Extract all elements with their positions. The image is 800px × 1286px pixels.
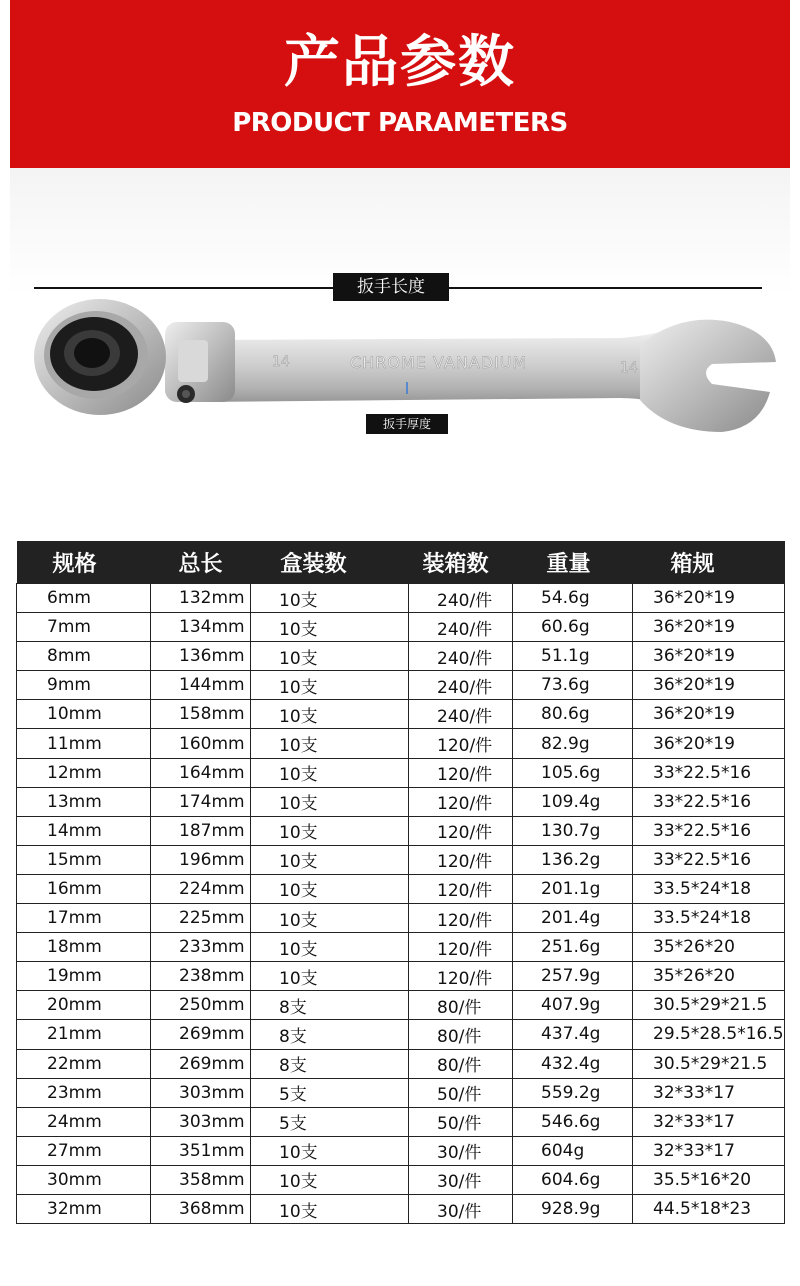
table-row bbox=[17, 845, 785, 874]
cell-weight: 73.6g bbox=[513, 671, 633, 700]
cell-weight: 60.6g bbox=[513, 613, 633, 642]
cell-weight: 437.4g bbox=[513, 1020, 633, 1049]
cell-box-qty: 10支 bbox=[251, 700, 409, 729]
cell-spec: 10mm bbox=[17, 700, 151, 729]
cell-length: 158mm bbox=[151, 700, 251, 729]
cell-length: 196mm bbox=[151, 845, 251, 874]
cell-spec: 20mm bbox=[17, 991, 151, 1020]
cell-spec: 17mm bbox=[17, 904, 151, 933]
cell-box-qty: 8支 bbox=[251, 1020, 409, 1049]
cell-weight: 559.2g bbox=[513, 1078, 633, 1107]
cell-carton-qty: 50/件 bbox=[409, 1078, 513, 1107]
cell-length: 303mm bbox=[151, 1107, 251, 1136]
cell-carton-qty: 120/件 bbox=[409, 962, 513, 991]
cell-carton-qty: 240/件 bbox=[409, 613, 513, 642]
table-row bbox=[17, 613, 785, 642]
cell-carton-qty: 240/件 bbox=[409, 642, 513, 671]
table-row bbox=[17, 816, 785, 845]
cell-spec: 21mm bbox=[17, 1020, 151, 1049]
cell-box-qty: 8支 bbox=[251, 991, 409, 1020]
cell-spec: 11mm bbox=[17, 729, 151, 758]
table-row bbox=[17, 700, 785, 729]
thickness-label: 扳手厚度 bbox=[366, 414, 448, 434]
cell-length: 160mm bbox=[151, 729, 251, 758]
cell-carton-qty: 30/件 bbox=[409, 1165, 513, 1194]
cell-spec: 32mm bbox=[17, 1194, 151, 1223]
cell-carton-qty: 240/件 bbox=[409, 671, 513, 700]
cell-box-qty: 10支 bbox=[251, 729, 409, 758]
cell-carton-size: 36*20*19 bbox=[633, 671, 785, 700]
cell-weight: 257.9g bbox=[513, 962, 633, 991]
cell-spec: 27mm bbox=[17, 1136, 151, 1165]
cell-carton-qty: 50/件 bbox=[409, 1107, 513, 1136]
cell-carton-size: 32*33*17 bbox=[633, 1107, 785, 1136]
table-row bbox=[17, 787, 785, 816]
cell-box-qty: 10支 bbox=[251, 1165, 409, 1194]
cell-weight: 80.6g bbox=[513, 700, 633, 729]
cell-box-qty: 10支 bbox=[251, 933, 409, 962]
cell-length: 269mm bbox=[151, 1049, 251, 1078]
cell-carton-size: 36*20*19 bbox=[633, 584, 785, 613]
header-carton-size: 箱规 bbox=[633, 541, 785, 584]
cell-box-qty: 10支 bbox=[251, 874, 409, 903]
page-subtitle: PRODUCT PARAMETERS bbox=[232, 108, 568, 138]
cell-carton-qty: 80/件 bbox=[409, 991, 513, 1020]
cell-spec: 6mm bbox=[17, 584, 151, 613]
cell-length: 358mm bbox=[151, 1165, 251, 1194]
cell-spec: 22mm bbox=[17, 1049, 151, 1078]
cell-box-qty: 10支 bbox=[251, 613, 409, 642]
cell-carton-qty: 80/件 bbox=[409, 1049, 513, 1078]
header-length: 总长 bbox=[151, 541, 251, 584]
cell-weight: 407.9g bbox=[513, 991, 633, 1020]
cell-spec: 14mm bbox=[17, 816, 151, 845]
header-weight: 重量 bbox=[513, 541, 633, 584]
table-row bbox=[17, 671, 785, 700]
cell-carton-size: 35.5*16*20 bbox=[633, 1165, 785, 1194]
cell-carton-qty: 120/件 bbox=[409, 729, 513, 758]
cell-length: 303mm bbox=[151, 1078, 251, 1107]
table-row bbox=[17, 1049, 785, 1078]
spec-table bbox=[16, 541, 785, 1224]
cell-box-qty: 10支 bbox=[251, 787, 409, 816]
cell-spec: 15mm bbox=[17, 845, 151, 874]
cell-carton-qty: 120/件 bbox=[409, 874, 513, 903]
cell-carton-qty: 30/件 bbox=[409, 1194, 513, 1223]
table-row bbox=[17, 1020, 785, 1049]
wrench-image bbox=[0, 0, 800, 540]
cell-carton-size: 29.5*28.5*16.5 bbox=[633, 1020, 785, 1049]
cell-weight: 604.6g bbox=[513, 1165, 633, 1194]
cell-spec: 16mm bbox=[17, 874, 151, 903]
header-box-qty: 盒装数 bbox=[251, 541, 409, 584]
cell-length: 134mm bbox=[151, 613, 251, 642]
cell-carton-size: 30.5*29*21.5 bbox=[633, 991, 785, 1020]
cell-spec: 18mm bbox=[17, 933, 151, 962]
cell-carton-size: 33*22.5*16 bbox=[633, 758, 785, 787]
cell-length: 368mm bbox=[151, 1194, 251, 1223]
cell-box-qty: 10支 bbox=[251, 1136, 409, 1165]
table-row bbox=[17, 1107, 785, 1136]
cell-box-qty: 10支 bbox=[251, 962, 409, 991]
table-row bbox=[17, 1165, 785, 1194]
cell-box-qty: 10支 bbox=[251, 584, 409, 613]
cell-carton-size: 30.5*29*21.5 bbox=[633, 1049, 785, 1078]
cell-carton-size: 36*20*19 bbox=[633, 700, 785, 729]
cell-carton-qty: 240/件 bbox=[409, 700, 513, 729]
table-row bbox=[17, 642, 785, 671]
table-row bbox=[17, 874, 785, 903]
cell-box-qty: 10支 bbox=[251, 642, 409, 671]
cell-spec: 19mm bbox=[17, 962, 151, 991]
table-row bbox=[17, 758, 785, 787]
cell-carton-qty: 120/件 bbox=[409, 787, 513, 816]
wrench-open-head bbox=[640, 320, 776, 432]
cell-carton-size: 33*22.5*16 bbox=[633, 845, 785, 874]
cell-spec: 30mm bbox=[17, 1165, 151, 1194]
cell-weight: 251.6g bbox=[513, 933, 633, 962]
cell-weight: 604g bbox=[513, 1136, 633, 1165]
cell-spec: 12mm bbox=[17, 758, 151, 787]
cell-carton-size: 44.5*18*23 bbox=[633, 1194, 785, 1223]
cell-carton-size: 36*20*19 bbox=[633, 642, 785, 671]
cell-carton-size: 33.5*24*18 bbox=[633, 874, 785, 903]
cell-spec: 8mm bbox=[17, 642, 151, 671]
cell-weight: 201.1g bbox=[513, 874, 633, 903]
cell-carton-qty: 30/件 bbox=[409, 1136, 513, 1165]
length-label: 扳手长度 bbox=[333, 273, 449, 301]
cell-weight: 51.1g bbox=[513, 642, 633, 671]
cell-carton-size: 36*20*19 bbox=[633, 613, 785, 642]
cell-length: 250mm bbox=[151, 991, 251, 1020]
cell-carton-size: 33*22.5*16 bbox=[633, 816, 785, 845]
cell-weight: 82.9g bbox=[513, 729, 633, 758]
cell-weight: 546.6g bbox=[513, 1107, 633, 1136]
cell-length: 136mm bbox=[151, 642, 251, 671]
cell-carton-size: 36*20*19 bbox=[633, 729, 785, 758]
cell-box-qty: 10支 bbox=[251, 758, 409, 787]
page-title: 产品参数 bbox=[284, 30, 516, 95]
cell-spec: 24mm bbox=[17, 1107, 151, 1136]
cell-spec: 7mm bbox=[17, 613, 151, 642]
engraving-text: CHROME VANADIUM bbox=[350, 353, 528, 372]
table-row bbox=[17, 584, 785, 613]
table-row bbox=[17, 933, 785, 962]
cell-box-qty: 10支 bbox=[251, 816, 409, 845]
cell-box-qty: 10支 bbox=[251, 845, 409, 874]
cell-weight: 54.6g bbox=[513, 584, 633, 613]
cell-carton-qty: 120/件 bbox=[409, 758, 513, 787]
cell-carton-size: 35*26*20 bbox=[633, 962, 785, 991]
engraving-size-right: 14 bbox=[620, 360, 638, 376]
cell-length: 132mm bbox=[151, 584, 251, 613]
cell-length: 269mm bbox=[151, 1020, 251, 1049]
cell-box-qty: 5支 bbox=[251, 1078, 409, 1107]
cell-box-qty: 10支 bbox=[251, 671, 409, 700]
engraving-size-left: 14 bbox=[272, 354, 290, 370]
cell-box-qty: 10支 bbox=[251, 904, 409, 933]
cell-length: 351mm bbox=[151, 1136, 251, 1165]
cell-length: 238mm bbox=[151, 962, 251, 991]
table-row bbox=[17, 1078, 785, 1107]
cell-carton-qty: 120/件 bbox=[409, 904, 513, 933]
cell-weight: 105.6g bbox=[513, 758, 633, 787]
header-spec: 规格 bbox=[17, 541, 151, 584]
cell-carton-size: 35*26*20 bbox=[633, 933, 785, 962]
table-row bbox=[17, 1136, 785, 1165]
cell-length: 144mm bbox=[151, 671, 251, 700]
table-row bbox=[17, 962, 785, 991]
header-carton-qty: 装箱数 bbox=[409, 541, 513, 584]
cell-carton-qty: 80/件 bbox=[409, 1020, 513, 1049]
cell-weight: 109.4g bbox=[513, 787, 633, 816]
cell-length: 164mm bbox=[151, 758, 251, 787]
cell-box-qty: 5支 bbox=[251, 1107, 409, 1136]
table-row bbox=[17, 729, 785, 758]
cell-weight: 201.4g bbox=[513, 904, 633, 933]
table-row bbox=[17, 1194, 785, 1223]
cell-carton-size: 33.5*24*18 bbox=[633, 904, 785, 933]
table-row bbox=[17, 904, 785, 933]
cell-length: 174mm bbox=[151, 787, 251, 816]
cell-weight: 928.9g bbox=[513, 1194, 633, 1223]
cell-weight: 130.7g bbox=[513, 816, 633, 845]
cell-spec: 23mm bbox=[17, 1078, 151, 1107]
cell-box-qty: 8支 bbox=[251, 1049, 409, 1078]
table-row bbox=[17, 991, 785, 1020]
cell-carton-size: 32*33*17 bbox=[633, 1078, 785, 1107]
cell-length: 187mm bbox=[151, 816, 251, 845]
cell-carton-qty: 120/件 bbox=[409, 933, 513, 962]
cell-spec: 13mm bbox=[17, 787, 151, 816]
cell-carton-size: 32*33*17 bbox=[633, 1136, 785, 1165]
cell-weight: 432.4g bbox=[513, 1049, 633, 1078]
cell-spec: 9mm bbox=[17, 671, 151, 700]
cell-box-qty: 10支 bbox=[251, 1194, 409, 1223]
cell-weight: 136.2g bbox=[513, 845, 633, 874]
cell-carton-qty: 240/件 bbox=[409, 584, 513, 613]
table-header-row bbox=[17, 541, 785, 584]
cell-carton-size: 33*22.5*16 bbox=[633, 787, 785, 816]
cell-carton-qty: 120/件 bbox=[409, 816, 513, 845]
cell-length: 225mm bbox=[151, 904, 251, 933]
cell-length: 224mm bbox=[151, 874, 251, 903]
cell-carton-qty: 120/件 bbox=[409, 845, 513, 874]
cell-length: 233mm bbox=[151, 933, 251, 962]
